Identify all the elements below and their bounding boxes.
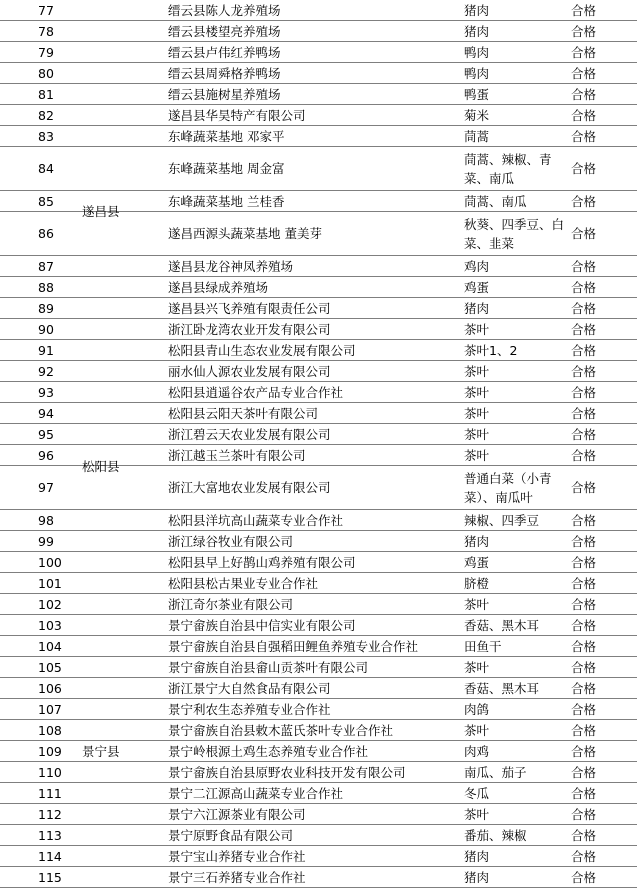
product-name: 猪肉 — [464, 869, 490, 885]
table-row — [0, 42, 637, 63]
table-row — [0, 552, 637, 573]
row-number: 92 — [38, 363, 54, 379]
farm-name: 缙云县卢伟红养鸭场 — [168, 44, 281, 60]
farm-name: 景宁畲族自治县中信实业有限公司 — [168, 617, 356, 633]
product-name: 鸡蛋 — [464, 279, 490, 295]
farm-name: 缙云县楼望亮养殖场 — [168, 23, 281, 39]
product-name: 茶叶 — [464, 363, 490, 379]
test-result: 合格 — [571, 426, 597, 442]
product-name: 茶叶 — [464, 722, 490, 738]
product-name: 香菇、黑木耳 — [464, 680, 540, 696]
table-row — [0, 573, 637, 594]
row-number: 90 — [38, 321, 54, 337]
table-row — [0, 256, 637, 277]
table-row — [0, 657, 637, 678]
row-number: 115 — [38, 869, 62, 885]
row-number: 84 — [38, 161, 54, 176]
product-name: 茶叶 — [464, 806, 490, 822]
farm-name: 景宁畲族自治县敕木蓝氏茶叶专业合作社 — [168, 722, 394, 738]
table-row — [0, 84, 637, 105]
product-name: 茶叶1、2 — [464, 342, 518, 358]
row-number: 80 — [38, 65, 54, 81]
row-number: 101 — [38, 575, 62, 591]
test-result: 合格 — [571, 848, 597, 864]
table-row — [0, 298, 637, 319]
product-name: 辣椒、四季豆 — [464, 512, 540, 528]
farm-name: 景宁二江源高山蔬菜专业合作社 — [168, 785, 344, 801]
farm-name: 缙云县陈人龙养殖场 — [168, 2, 281, 18]
row-number: 111 — [38, 785, 62, 801]
table-row — [0, 867, 637, 888]
test-result: 合格 — [571, 279, 597, 295]
table-row — [0, 319, 637, 340]
row-number: 110 — [38, 764, 62, 780]
row-number: 78 — [38, 23, 54, 39]
row-number: 105 — [38, 659, 62, 675]
farm-name: 景宁原野食品有限公司 — [168, 827, 294, 843]
row-number: 103 — [38, 617, 62, 633]
test-result: 合格 — [571, 23, 597, 39]
test-result: 合格 — [571, 869, 597, 885]
test-result: 合格 — [571, 512, 597, 528]
table-row — [0, 720, 637, 741]
test-result: 合格 — [571, 806, 597, 822]
farm-name: 景宁利农生态养殖专业合作社 — [168, 701, 331, 717]
product-name: 猪肉 — [464, 848, 490, 864]
row-number: 98 — [38, 512, 54, 528]
test-result: 合格 — [571, 405, 597, 421]
row-number: 107 — [38, 701, 62, 717]
farm-name: 遂昌县华昊特产有限公司 — [168, 107, 306, 123]
farm-name: 松阳县松古果业专业合作社 — [168, 575, 319, 591]
product-name: 番茄、辣椒 — [464, 827, 527, 843]
county-label: 景宁县 — [82, 743, 120, 759]
farm-name: 景宁三石养猪专业合作社 — [168, 869, 306, 885]
product-name: 秋葵、四季豆、白菜、韭菜 — [464, 216, 564, 251]
table-row — [0, 678, 637, 699]
product-name: 肉鸽 — [464, 701, 490, 717]
test-result: 合格 — [571, 86, 597, 102]
row-number: 79 — [38, 44, 54, 60]
county-label: 松阳县 — [82, 459, 120, 474]
product-name: 茶叶 — [464, 447, 490, 463]
table-row — [0, 105, 637, 126]
product-name: 鸡蛋 — [464, 554, 490, 570]
test-result: 合格 — [571, 785, 597, 801]
product-name: 猪肉 — [464, 23, 490, 39]
farm-name: 浙江景宁大自然食品有限公司 — [168, 680, 331, 696]
test-result: 合格 — [571, 384, 597, 400]
table-row — [0, 825, 637, 846]
product-name: 茶叶 — [464, 659, 490, 675]
product-name: 茶叶 — [464, 405, 490, 421]
row-number: 104 — [38, 638, 62, 654]
farm-name: 松阳县洋坑高山蔬菜专业合作社 — [168, 512, 344, 528]
farm-name: 缙云县施树星养殖场 — [168, 86, 281, 102]
product-name: 茶叶 — [464, 426, 490, 442]
test-result: 合格 — [571, 680, 597, 696]
farm-name: 景宁畲族自治县畲山贡茶叶有限公司 — [168, 659, 369, 675]
test-result: 合格 — [571, 321, 597, 337]
farm-name: 浙江奇尔茶业有限公司 — [168, 596, 294, 612]
farm-name: 丽水仙人源农业发展有限公司 — [168, 363, 331, 379]
product-name: 猪肉 — [464, 2, 490, 18]
test-result: 合格 — [571, 659, 597, 675]
product-name: 脐橙 — [464, 575, 490, 591]
table-row — [0, 424, 637, 445]
table-row — [0, 510, 637, 531]
product-name: 茼蒿、辣椒、青菜、南瓜 — [464, 151, 552, 186]
test-result: 合格 — [571, 638, 597, 654]
table-row — [0, 403, 637, 424]
test-result: 合格 — [571, 107, 597, 123]
row-number: 102 — [38, 596, 62, 612]
product-name: 鸭蛋 — [464, 86, 490, 102]
farm-name: 景宁畲族自治县自强稻田鲤鱼养殖专业合作社 — [168, 638, 419, 654]
farm-name: 缙云县周舜格养鸭场 — [168, 65, 281, 81]
farm-name: 东峰蔬菜基地 周金富 — [168, 161, 285, 176]
table-row — [0, 126, 637, 147]
product-name: 茶叶 — [464, 321, 490, 337]
farm-name: 东峰蔬菜基地 邓家平 — [168, 128, 285, 144]
table-row — [0, 699, 637, 720]
test-result: 合格 — [571, 2, 597, 18]
product-name: 南瓜、茄子 — [464, 764, 527, 780]
product-name: 肉鸡 — [464, 743, 490, 759]
farm-name: 松阳县早上好鹊山鸡养殖有限公司 — [168, 554, 356, 570]
row-number: 81 — [38, 86, 54, 102]
product-name: 猪肉 — [464, 300, 490, 316]
row-number: 114 — [38, 848, 62, 864]
test-result: 合格 — [571, 44, 597, 60]
farm-name: 东峰蔬菜基地 兰桂香 — [168, 193, 285, 209]
test-result: 合格 — [571, 363, 597, 379]
row-number: 83 — [38, 128, 54, 144]
table-row — [0, 0, 637, 21]
product-name: 鸡肉 — [464, 258, 490, 274]
table-row — [0, 804, 637, 825]
test-result: 合格 — [571, 193, 597, 209]
product-name: 茼蒿 — [464, 128, 490, 144]
farm-name: 遂昌县兴飞养殖有限责任公司 — [168, 300, 331, 316]
table-row — [0, 531, 637, 552]
row-number: 85 — [38, 193, 54, 209]
row-number: 100 — [38, 554, 62, 570]
table-row — [0, 147, 637, 191]
test-result: 合格 — [571, 617, 597, 633]
row-number: 96 — [38, 447, 54, 463]
farm-name: 景宁六江源茶业有限公司 — [168, 806, 306, 822]
county-label: 遂昌县 — [82, 204, 120, 219]
row-number: 108 — [38, 722, 62, 738]
product-name: 香菇、黑木耳 — [464, 617, 540, 633]
test-result: 合格 — [571, 827, 597, 843]
farm-name: 遂昌县绿成养殖场 — [168, 279, 269, 295]
row-number: 94 — [38, 405, 54, 421]
farm-name: 浙江碧云天农业发展有限公司 — [168, 426, 331, 442]
farm-name: 遂昌县龙谷神凤养殖场 — [168, 258, 294, 274]
farm-name: 浙江越玉兰茶叶有限公司 — [168, 447, 306, 463]
test-result: 合格 — [571, 554, 597, 570]
product-name: 田鱼干 — [464, 638, 502, 654]
test-result: 合格 — [571, 342, 597, 358]
test-result: 合格 — [571, 480, 597, 495]
test-result: 合格 — [571, 596, 597, 612]
test-result: 合格 — [571, 258, 597, 274]
table-row — [0, 636, 637, 657]
test-result: 合格 — [571, 533, 597, 549]
row-number: 86 — [38, 226, 54, 241]
table-row — [0, 615, 637, 636]
row-number: 88 — [38, 279, 54, 295]
row-number: 106 — [38, 680, 62, 696]
row-number: 77 — [38, 2, 54, 18]
row-number: 97 — [38, 480, 54, 495]
product-name: 鸭肉 — [464, 65, 490, 81]
farm-name: 遂昌西源头蔬菜基地 董美芽 — [168, 226, 322, 241]
table-row — [0, 594, 637, 615]
farm-name: 松阳县逍遥谷农产品专业合作社 — [168, 384, 344, 400]
farm-name: 浙江大富地农业发展有限公司 — [168, 480, 331, 495]
farm-name: 景宁岭根源土鸡生态养殖专业合作社 — [168, 743, 369, 759]
test-result: 合格 — [571, 128, 597, 144]
test-result: 合格 — [571, 764, 597, 780]
test-result: 合格 — [571, 447, 597, 463]
table-row — [0, 762, 637, 783]
farm-name: 浙江卧龙湾农业开发有限公司 — [168, 321, 331, 337]
farm-name: 松阳县青山生态农业发展有限公司 — [168, 342, 356, 358]
product-name: 鸭肉 — [464, 44, 490, 60]
row-number: 87 — [38, 258, 54, 274]
farm-name: 浙江绿谷牧业有限公司 — [168, 533, 294, 549]
table-row — [0, 361, 637, 382]
product-name: 菊米 — [464, 107, 490, 123]
product-name: 普通白菜（小青菜）、南瓜叶 — [464, 470, 552, 505]
product-name: 茶叶 — [464, 596, 490, 612]
farm-name: 松阳县云阳天茶叶有限公司 — [168, 405, 319, 421]
product-name: 猪肉 — [464, 533, 490, 549]
test-result: 合格 — [571, 65, 597, 81]
table-row — [0, 63, 637, 84]
table-row — [0, 846, 637, 867]
test-result: 合格 — [571, 701, 597, 717]
test-result: 合格 — [571, 743, 597, 759]
farm-name: 景宁宝山养猪专业合作社 — [168, 848, 306, 864]
test-result: 合格 — [571, 161, 597, 176]
row-number: 93 — [38, 384, 54, 400]
row-number: 99 — [38, 533, 54, 549]
test-result: 合格 — [571, 722, 597, 738]
table-row — [0, 21, 637, 42]
row-number: 112 — [38, 806, 62, 822]
table-row — [0, 340, 637, 361]
product-name: 茼蒿、南瓜 — [464, 193, 527, 209]
row-number: 109 — [38, 743, 62, 759]
product-name: 茶叶 — [464, 384, 490, 400]
test-result: 合格 — [571, 226, 597, 241]
test-result: 合格 — [571, 300, 597, 316]
test-result: 合格 — [571, 575, 597, 591]
table-row — [0, 277, 637, 298]
table-row — [0, 783, 637, 804]
row-number: 113 — [38, 827, 62, 843]
farm-name: 景宁畲族自治县原野农业科技开发有限公司 — [168, 764, 406, 780]
row-number: 95 — [38, 426, 54, 442]
row-number: 82 — [38, 107, 54, 123]
row-number: 91 — [38, 342, 54, 358]
product-name: 冬瓜 — [464, 785, 490, 801]
table-row — [0, 382, 637, 403]
row-number: 89 — [38, 300, 54, 316]
